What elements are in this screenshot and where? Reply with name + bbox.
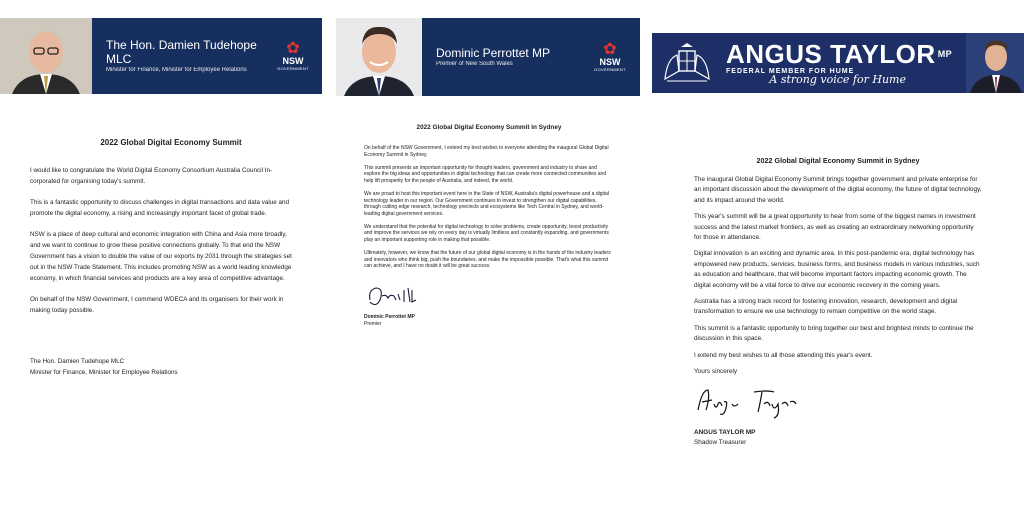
letterhead-banner — [336, 18, 640, 96]
paragraph: Digital innovation is an exciting and dynamic area. In this post-pandemic era, digital technology has empowered new products, services, business forms, and business models in various industries, such as education and healthcare, that will become important factors impacting economic growth. The digital economy will be a vital force to drive our economic recovery in the coming years. — [694, 250, 980, 289]
letter-body — [336, 124, 640, 328]
nsw-government-logo: ✿ NSW GOVERNMENT — [592, 42, 628, 72]
paragraph: Ultimately, however, we know that the future of our global digital economy is in the hands of the industry leaders and innovators who think big, push the boundaries, and make the impossible possible. That's what this summit can achieve, and I have no doubt it will be great success. — [364, 250, 611, 270]
letter-tudehope — [0, 0, 322, 376]
banner-slogan: A strong voice for Hume — [769, 72, 906, 86]
paragraph: This summit is a fantastic opportunity to bring together our best and brightest minds to continue the discussion in this space. — [694, 324, 974, 343]
letter-taylor — [652, 0, 1024, 446]
waratah-icon: ✿ — [286, 40, 300, 57]
signoff-role: Premier — [364, 321, 382, 327]
signoff-name: The Hon. Damien Tudehope MLC — [30, 358, 125, 365]
paragraph: Australia has a strong track record for fostering innovation, research, development and digital transformation to ensure we use technology to remain competitive on the world stage. — [694, 298, 958, 316]
letterhead-banner — [0, 18, 322, 94]
portrait-photo — [0, 18, 92, 94]
signoff-role: Minister for Finance, Minister for Employee Relations — [30, 369, 178, 376]
portrait-photo — [966, 33, 1024, 93]
banner-name-block — [422, 46, 592, 69]
signoff-name: Dominic Perrottet MP — [364, 314, 415, 321]
letter-body — [0, 138, 322, 378]
banner-role: Minister for Finance, Minister for Employee Relations — [106, 66, 247, 73]
waratah-icon: ✿ — [603, 41, 617, 58]
paragraph: I would like to congratulate the World Digital Economy Consortium Australia Council In-corporated for organising today's summit. — [30, 167, 273, 185]
coat-of-arms-icon — [652, 41, 722, 85]
paragraph: The inaugural Global Digital Economy Summit brings together government and private enterprise for an important discussion about the development of the digital economy, the future of digital technology, and its impact around the world. — [694, 176, 982, 204]
letter-body — [652, 156, 1024, 448]
closing: Yours sincerely — [694, 368, 738, 376]
letter-perrottet — [336, 0, 640, 327]
paragraph: On behalf of the NSW Government, I extend my best wishes to everyone attending the inaugural Global Digital Economy Summit in Sydney. — [364, 145, 609, 158]
paragraph: This year's summit will be a great opportunity to hear from some of the biggest names in investment success and the latest market frontiers, as well as creating an extraordinary networking opportunity for those in attendance. — [694, 213, 976, 242]
paragraph: This is a fantastic opportunity to discuss challenges in digital transactions and data value and promote the digital economy, a rising and increasingly important facet of global trade. — [30, 199, 290, 217]
banner-electorate: FEDERAL MEMBER FOR HUME — [726, 67, 855, 75]
portrait-photo — [336, 18, 422, 96]
banner-name: ANGUS TAYLOR $^{MP}$ — [726, 38, 953, 69]
handwritten-signature — [694, 384, 982, 420]
paragraph: On behalf of the NSW Government, I commend WDECA and its organisers for their work in making today possible. — [30, 296, 284, 314]
paragraph: This summit presents an important opportunity for thought leaders, government and industry to share and explore the big ideas and opportunities in digital technology that can create more connected communities and help lift prosperity for the people of Australia, and indeed, the world. — [364, 164, 607, 184]
letterhead-banner — [652, 33, 1024, 93]
banner-name-block — [92, 38, 276, 75]
letter-title: 2022 Global Digital Economy Summit — [100, 138, 242, 147]
banner-name: Dominic Perrottet MP — [436, 45, 551, 60]
banner-name: The Hon. Damien Tudehope MLC — [106, 37, 257, 66]
handwritten-signature — [364, 276, 614, 314]
nsw-government-logo: ✿ NSW GOVERNMENT — [277, 40, 309, 71]
paragraph: We are proud to host this important event here in the State of NSW, Australia's digital powerhouse and a digital technology leader in our region. Our Government continues to invest to strengthen our digital capabilities, through cutting edge research, technology precincts and ecosystems like Tech Central in Sydney, and world-leading digital government services. — [364, 190, 609, 217]
letter-title: 2022 Global Digital Economy Summit in Sydney — [416, 124, 562, 131]
paragraph: We understand that the potential for digital technology to solve problems, create opportunity, boost productivity and improve the services we rely on every day is virtually limitless and constantly expanding, and governments play an important supporting role in making that possible. — [364, 223, 609, 244]
paragraph: NSW is a place of deep cultural and economic integration with China and Asia more broadly, and we want to continue to grow these positive connections globally. To that end the NSW Government has a vision to double the value of our exports by 2031 through the strategies set out in the NSW Trade Statement. This includes promoting NSW as a world leading knowledge economy, in which financial services and products are a key area of competitive advantage. — [30, 231, 292, 282]
letter-title: 2022 Global Digital Economy Summit in Sydney — [756, 156, 920, 165]
paragraph: I extend my best wishes to all those attending this year's event. — [694, 351, 873, 359]
banner-name-block — [722, 38, 966, 86]
signoff-name: ANGUS TAYLOR MP — [694, 428, 756, 436]
banner-role: Premier of New South Wales — [436, 60, 513, 67]
signoff-role: Shadow Treasurer — [694, 438, 747, 446]
